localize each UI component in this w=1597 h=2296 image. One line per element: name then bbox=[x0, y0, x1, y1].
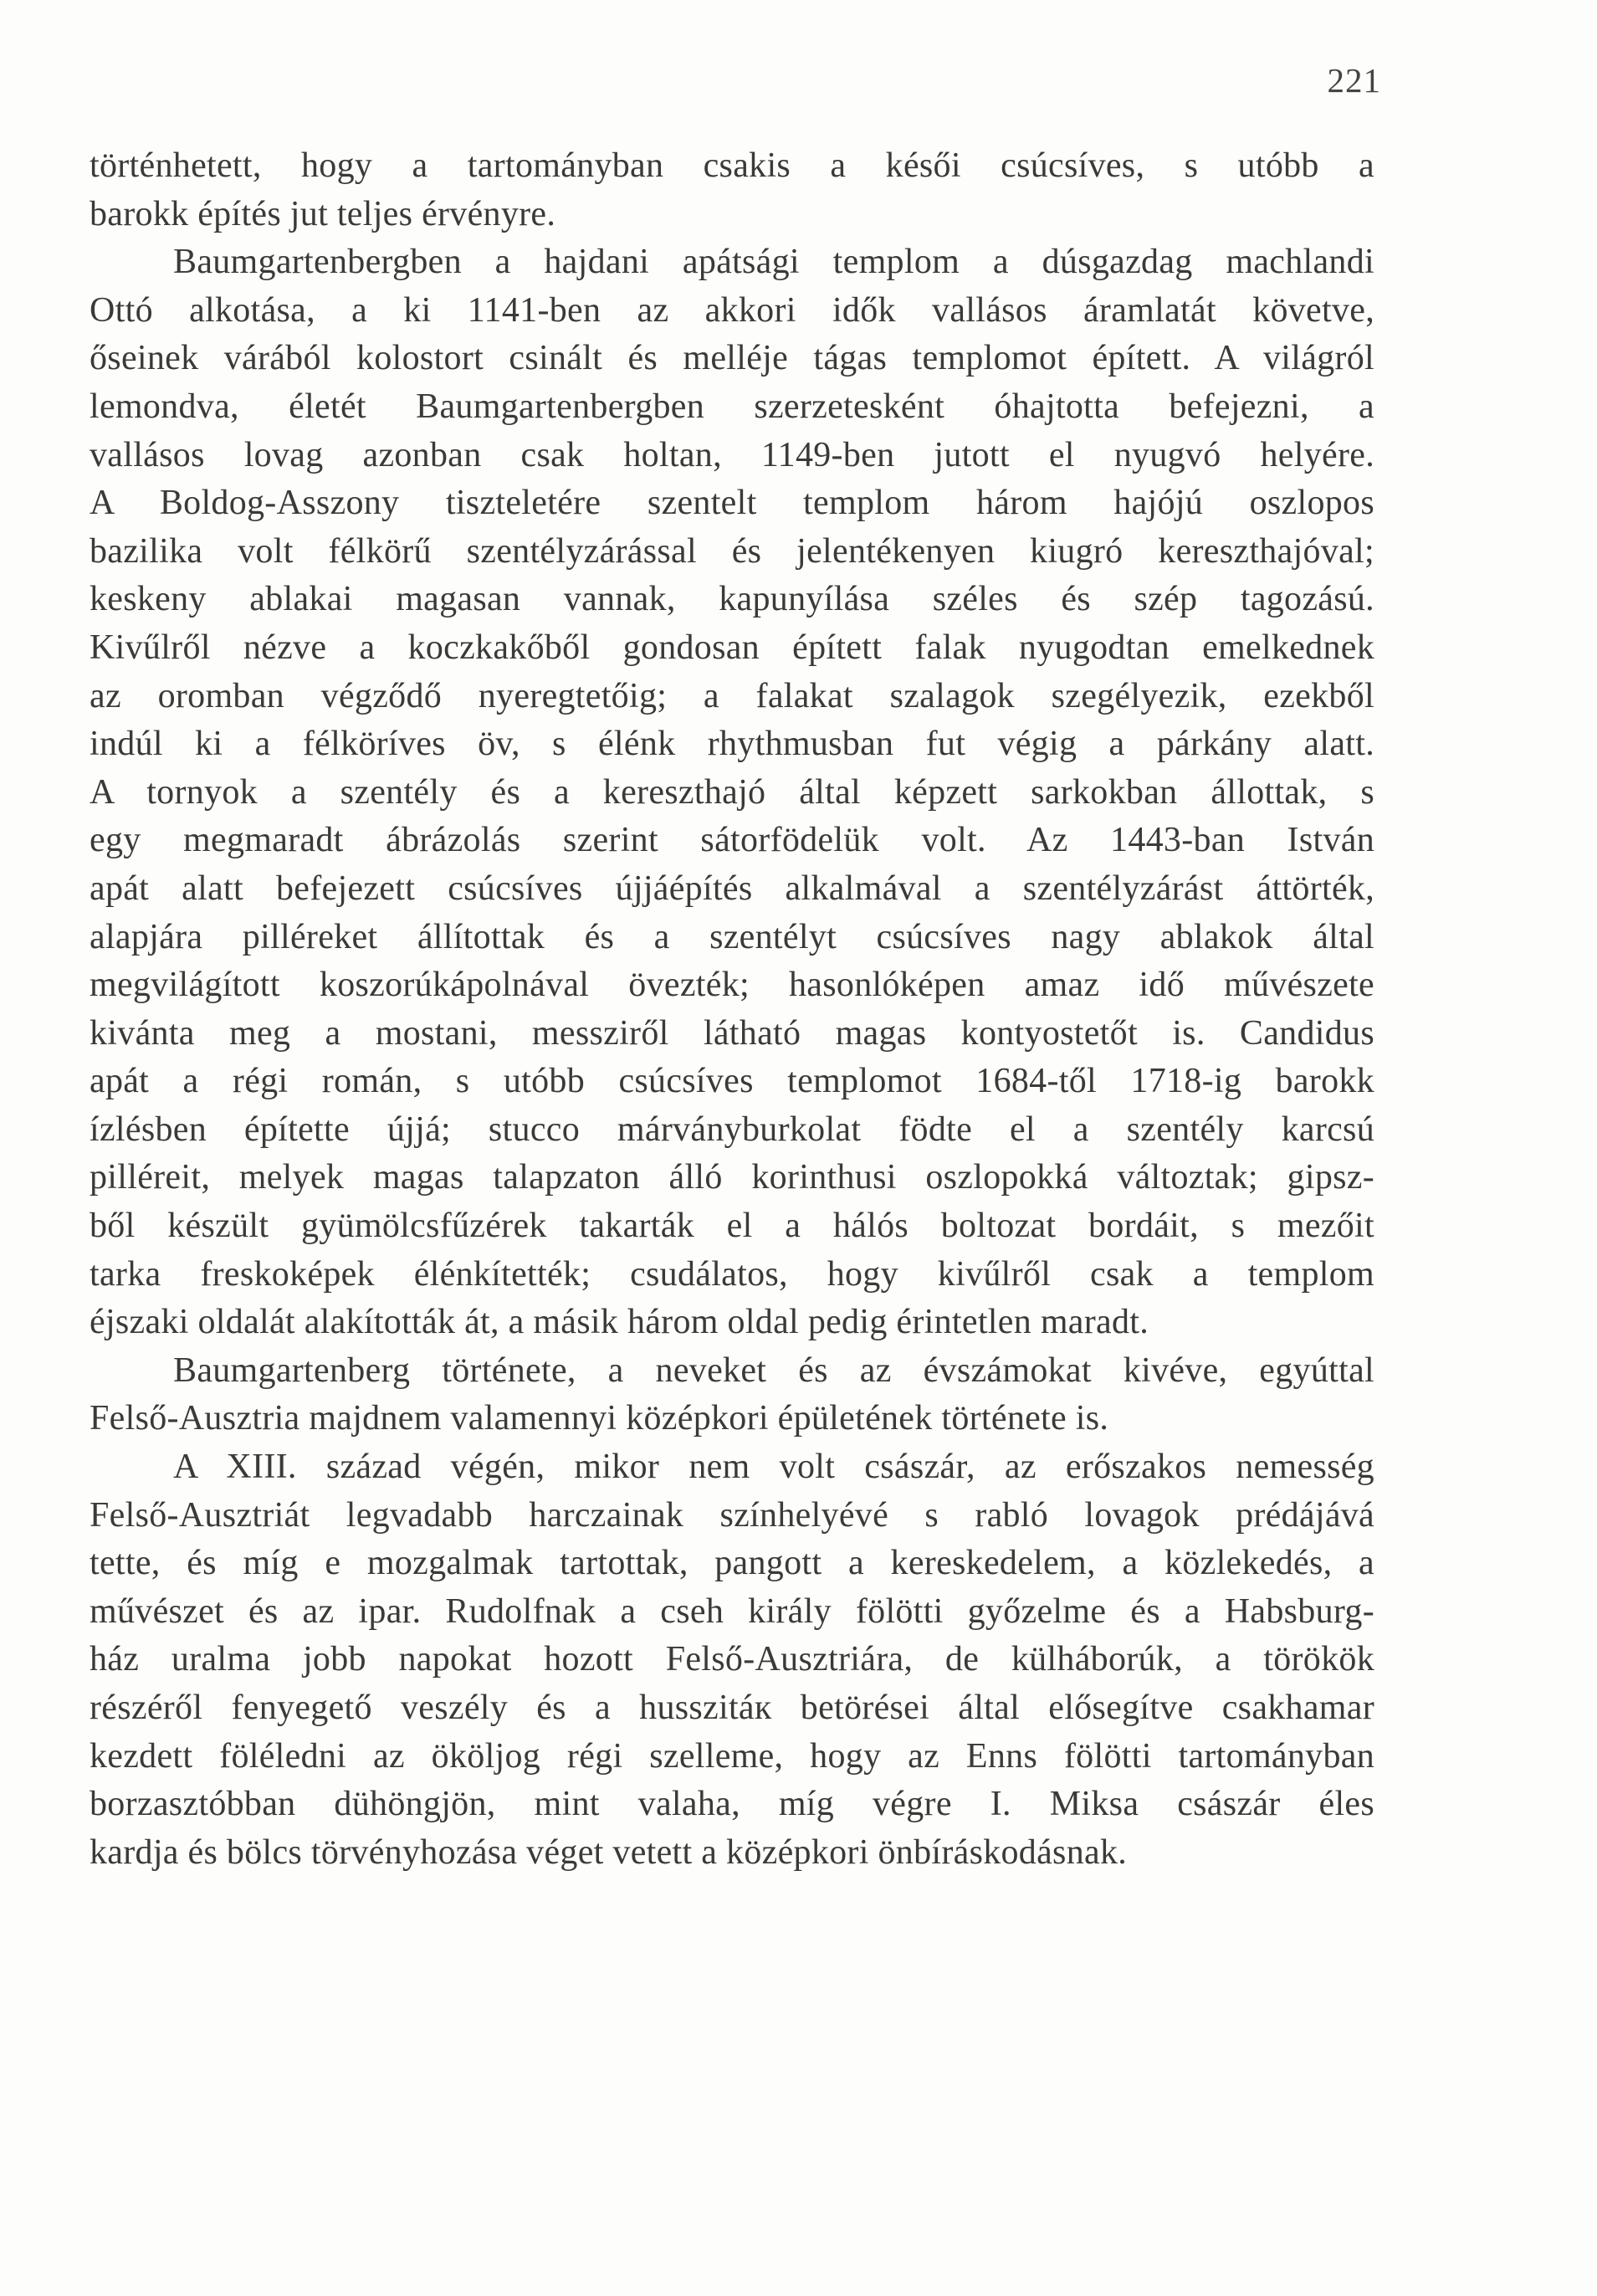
text-line: az oromban végződő nyeregtetőig; a falakat szalagok szegélyezik, ezekből bbox=[90, 676, 1374, 715]
text-line: apát alatt befejezett csúcsíves újjáépítés alkalmával a szentélyzárást áttörték, bbox=[90, 869, 1374, 908]
text-line: kivánta meg a mostani, messziről látható magas kontyostetőt is. Candidus bbox=[90, 1013, 1374, 1053]
body-text bbox=[90, 142, 1374, 1877]
text-line: Felső-Ausztriát legvadabb harczainak színhelyévé s rabló lovagok prédájává bbox=[90, 1495, 1374, 1535]
text-line: tarka freskoképek élénkítették; csudálatos, hogy kivűlről csak a templom bbox=[90, 1254, 1374, 1294]
text-line: Baumgartenberg története, a neveket és az évszámokat kivéve, egyúttal bbox=[173, 1350, 1374, 1390]
text-line: Baumgartenbergben a hajdani apátsági templom a dúsgazdag machlandi bbox=[173, 243, 1374, 282]
text-line: egy megmaradt ábrázolás szerint sátorfödelük volt. Az 1443-ban István bbox=[90, 821, 1374, 860]
page-number: 221 bbox=[1327, 61, 1381, 100]
text-line: keskeny ablakai magasan vannak, kapunyílása széles és szép tagozású. bbox=[90, 580, 1374, 619]
text-line: A Boldog-Asszony tiszteletére szentelt templom három hajójú oszlopos bbox=[90, 484, 1374, 523]
text-line: lemondva, életét Baumgartenbergben szerzetesként óhajtotta befejezni, a bbox=[90, 387, 1374, 426]
text-line: Felső-Ausztria majdnem valamennyi középkori épületének története is. bbox=[90, 1399, 1109, 1438]
text-line: Ottó alkotása, a ki 1141-ben az akkori idők vallásos áramlatát követve, bbox=[90, 290, 1374, 330]
text-line: indúl ki a félköríves öv, s élénk rhythmusban fut végig a párkány alatt. bbox=[90, 725, 1374, 764]
text-line: történhetett, hogy a tartományban csakis a késői csúcsíves, s utóbb a bbox=[90, 146, 1374, 185]
text-line: kezdett föléledni az ököljog régi szelleme, hogy az Enns fölötti tartományban bbox=[90, 1736, 1374, 1776]
text-line: művészet és az ipar. Rudolfnak a cseh király fölötti győzelme és a Habsburg- bbox=[90, 1591, 1374, 1631]
text-line: A XIII. század végén, mikor nem volt császár, az erőszakos nemesség bbox=[173, 1448, 1374, 1487]
text-line: ből készült gyümölcsfűzérek takarták el a hálós boltozat bordáit, s mezőit bbox=[90, 1207, 1374, 1246]
text-line: éjszaki oldalát alakították át, a másik három oldal pedig érintetlen maradt. bbox=[90, 1303, 1149, 1342]
text-line: ház uralma jobb napokat hozott Felső-Ausztriára, de külháborúk, a törökök bbox=[90, 1640, 1374, 1679]
text-line: bazilika volt félkörű szentélyzárással és jelentékenyen kiugró kereszthajóval; bbox=[90, 531, 1374, 571]
text-line: kardja és bölcs törvényhozása véget vetett a középkori önbíráskodásnak. bbox=[90, 1832, 1128, 1872]
text-line: apát a régi román, s utóbb csúcsíves templomot 1684-től 1718-ig barokk bbox=[90, 1062, 1374, 1101]
text-line: tette, és míg e mozgalmak tartottak, pangott a kereskedelem, a közlekedés, a bbox=[90, 1544, 1374, 1583]
text-line: vallásos lovag azonban csak holtan, 1149-ben jutott el nyugvó helyére. bbox=[90, 435, 1374, 474]
text-line: borzasztóbban dühöngjön, mint valaha, míg végre I. Miksa császár éles bbox=[90, 1785, 1374, 1824]
text-line: Kivűlről nézve a koczkakőből gondosan épített falak nyugodtan emelkednek bbox=[90, 628, 1374, 667]
text-line: A tornyok a szentély és a kereszthajó által képzett sarkokban állottak, s bbox=[90, 772, 1374, 812]
text-line: alapjára pilléreket állítottak és a szentélyt csúcsíves nagy ablakok által bbox=[90, 917, 1374, 956]
text-line: ízlésben építette újjá; stucco márványburkolat födte el a szentély karcsú bbox=[90, 1110, 1374, 1149]
text-line: megvilágított koszorúkápolnával övezték; hasonlóképen amaz idő művészete bbox=[90, 966, 1374, 1005]
text-line: részéről fenyegető veszély és a husszitáк betörései által elősegítve csakhamar bbox=[90, 1689, 1374, 1727]
text-line: barokk építés jut teljes érvényre. bbox=[90, 194, 556, 233]
text-line: őseinek várából kolostort csinált és melléje tágas templomot épített. A világról bbox=[90, 339, 1374, 378]
text-line: pilléreit, melyek magas talapzaton álló korinthusi oszlopokká változtak; gipsz- bbox=[90, 1158, 1374, 1197]
